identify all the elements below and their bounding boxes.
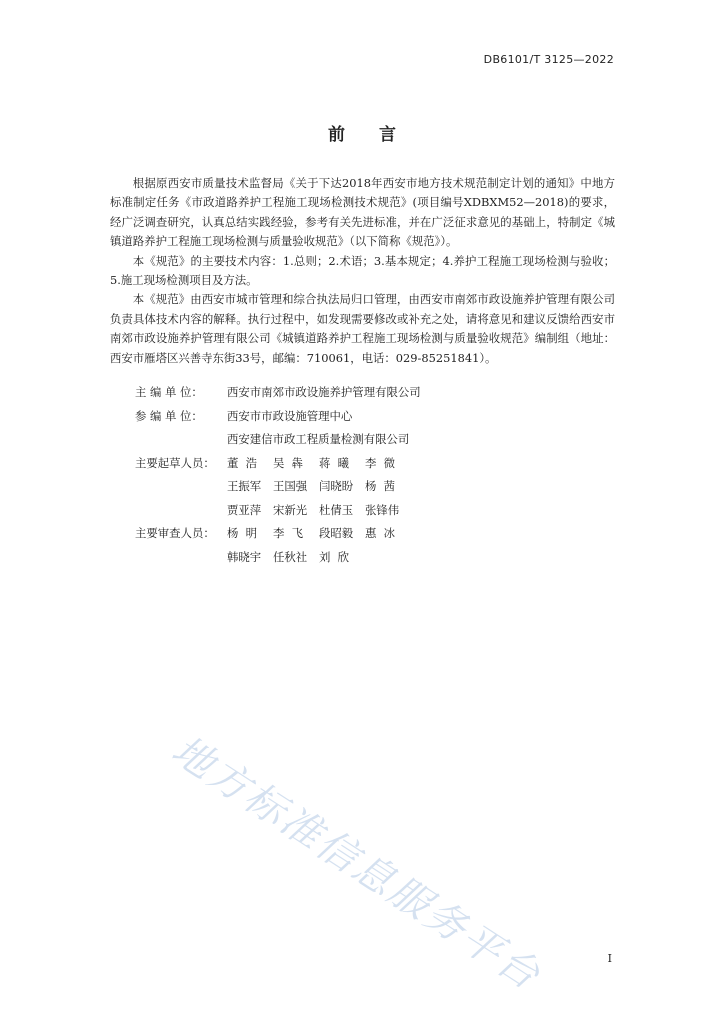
chief-unit-row: [135, 381, 421, 405]
participant-unit-name: 西安市市政设施管理中心: [227, 408, 353, 423]
reviewers-row: [135, 546, 421, 570]
reviewers-label: 主要审查人员：: [135, 526, 215, 541]
reviewer-name: 韩晓宇: [227, 549, 262, 564]
reviewer-name: 惠 冰: [365, 526, 396, 541]
drafters-row: [135, 475, 421, 499]
page-title: 前 言: [328, 125, 410, 145]
paragraph-contents: 本《规范》的主要技术内容：1.总则；2.术语；3.基本规定；4.养护工程施工现场检测与验收；5.施工现场检测项目及方法。: [110, 253, 615, 288]
foreword-body: [110, 174, 615, 368]
drafters-row: [135, 452, 421, 476]
staff-list: [135, 381, 421, 569]
chief-unit-name: 西安市南郊市政设施养护管理有限公司: [227, 385, 421, 400]
drafter-name: 蒋 曦: [319, 455, 350, 470]
participant-unit-row: [135, 428, 421, 452]
reviewer-name: 段昭毅: [319, 526, 354, 541]
paragraph-management: 本《规范》由西安市城市管理和综合执法局归口管理，由西安市南郊市政设施养护管理有限公司负责具体技术内容的解释。执行过程中，如发现需要修改或补充之处，请将意见和建议反馈给西安市南郊市政设施养护管理有限公司《城镇道路养护工程施工现场检测与质量验收规范》编制组（地址：西安市雁塔区兴善寺东街33号，邮编：710061，电话：029-85251841）。: [110, 292, 615, 365]
chief-unit-label: 主 编 单 位：: [135, 385, 203, 400]
drafter-name: 贾亚萍: [227, 502, 262, 517]
drafter-name: 张锋伟: [365, 502, 400, 517]
participant-unit-name: 西安建信市政工程质量检测有限公司: [227, 432, 410, 447]
drafter-name: 宋新光: [273, 502, 308, 517]
drafter-name: 杜倩玉: [319, 502, 354, 517]
reviewers-row: [135, 522, 421, 546]
reviewer-name: 任秋社: [273, 549, 308, 564]
drafter-name: 吴 犇: [273, 455, 304, 470]
watermark: 地方标准信息服务平台: [163, 727, 550, 1000]
drafter-name: 王振军: [227, 479, 262, 494]
reviewer-name: 李 飞: [273, 526, 304, 541]
paragraph-background: 根据原西安市质量技术监督局《关于下达2018年西安市地方技术规范制定计划的通知》中地方标准制定任务《市政道路养护工程施工现场检测技术规范》(项目编号XDBXM52—2018)的要求，经广泛调查研究，认真总结实践经验，参考有关先进标准，并在广泛征求意见的基础上，特制定《城镇道路养护工程施工现场检测与质量验收规范》（以下简称《规范》）。: [110, 176, 615, 249]
participant-unit-label: 参 编 单 位：: [135, 408, 203, 423]
drafter-name: 董 浩: [227, 455, 258, 470]
document-code: DB6101/T 3125—2022: [483, 53, 614, 66]
participant-unit-row: [135, 405, 421, 429]
drafters-row: [135, 499, 421, 523]
page-number: I: [607, 952, 612, 965]
drafters-label: 主要起草人员：: [135, 455, 215, 470]
drafter-name: 杨 茜: [365, 479, 396, 494]
drafter-name: 王国强: [273, 479, 308, 494]
reviewer-name: 杨 明: [227, 526, 258, 541]
drafter-name: 李 微: [365, 455, 396, 470]
drafter-name: 闫晓盼: [319, 479, 354, 494]
reviewer-name: 刘 欣: [319, 549, 350, 564]
